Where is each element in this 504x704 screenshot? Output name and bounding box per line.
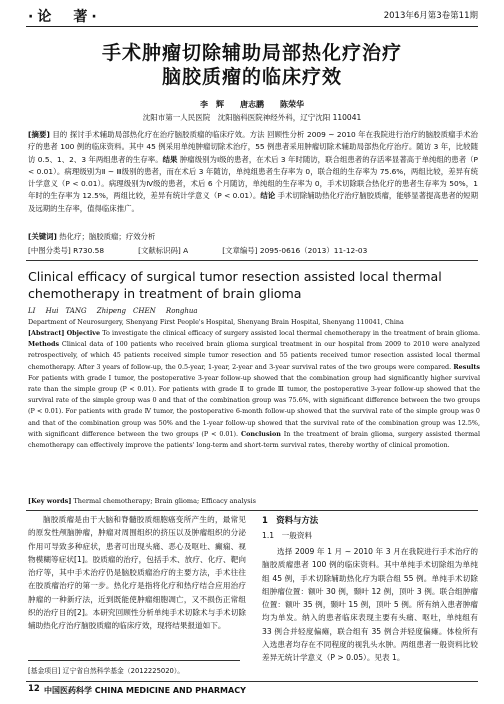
journal-name: 中国医药科学 CHINA MEDICINE AND PHARMACY: [44, 686, 246, 695]
funding-note: [基金项目] 辽宁省自然科学基金（2012225020）。: [28, 667, 185, 675]
section-label: ·论 著·: [28, 9, 101, 25]
abstract-rule: [26, 260, 478, 261]
keywords-en: [28, 497, 256, 505]
conclusion-text: In the treatment of brain glioma, surgery assisted thermal chemotherapy can effectively improve the patients' long-term and short-term survival rates, thereby worthy of clinical promotion.: [28, 429, 480, 450]
methods-label: Methods: [28, 340, 60, 349]
abstract-cn-part1: 目的 探讨手术辅助局部热化疗在治疗脑胶质瘤的临床疗效。方法 回顾性分析 2009 ~ 2010 年在我院进行治疗的脑胶质瘤手术治疗的患者 100 例的临床资料。其中 45 例采用单纯肿瘤切除术治疗，55 例患者采用肿瘤切除术辅助局部热化疗治疗。随访 3 年，比较随访 0.5、1、2、3 年两组患者的生存率。: [28, 130, 478, 164]
keywords-cn-label: [关键词]: [28, 232, 57, 241]
title-cn-line2: 脑胶质瘤的临床疗效: [161, 66, 342, 88]
page-number: 12: [28, 684, 40, 694]
body-general-data: 选择 2009 年 1 月 ~ 2010 年 3 月在我院进行手术治疗的脑胶质瘤患者 100 例的临床资料。其中单纯手术切除组为单纯组 45 例，手术切除辅助热化疗为联合组 55 例。单纯手术切除组肿瘤位置：额叶 30 例，颞叶 12 例，顶叶 3 例。联合组肿瘤位置：额叶 35 例，颞叶 15 例，顶叶 5 例。所有纳入患者肿瘤均为单发。纳入的患者临床表现主要有头痛、呕吐，单纯组有 33 例合并轻度偏瘫，联合组有 35 例合并轻度偏瘫。体检所有入选患者均存在不同程度的视乳头水肿。两组患者一般资料比较差异无统计学意义（P > 0.05）。见表 1。: [262, 547, 478, 663]
affiliation-en: Department of Neurosurgery, Shenyang First People's Hospital, Shenyang Brain Hospital, Shenyang 110041, China: [28, 318, 404, 326]
article-id: [文章编号] 2095-0616（2013）11-12-03: [222, 246, 368, 255]
abstract-cn-part2: 肿瘤级别为Ⅰ级的患者，在术后 3 年时随访，联合组患者的存活率显著高于单纯组的患者（P < 0.01）。病理级别为Ⅱ ~ Ⅲ级别的患者，而在术后 3 年随访，单纯组患者生存率为 0，联合组的生存率为 75.6%，两组比较，差异有统计学意义（P < 0.01）。病理级别为Ⅳ级的患者，术后 6 个月随访，单纯组的生存率为 0，手术切除联合热化疗的患者生存率为 50%，1 年时的生存率为 12.5%，两组比较，差异有统计学意义（P < 0.01）。: [28, 154, 478, 201]
results-text: For patients with grade Ⅰ tumor, the postoperative 3-year follow-up showed that the combination group had significantly higher survival rate than the simple group (P < 0.01). For patients with grade Ⅱ to grade Ⅲ tumor, the postoperative 3-year follow-up showed that the survival rate of the simple group was 0 and that of the combination group was 75.6%, with significant difference between the two groups (P < 0.01). For patients with grade Ⅳ tumor, the postoperative 6-month follow-up showed that the survival rate of the simple group was 0 and that of the combination group was 50% and the 1-year follow-up showed that the survival rate of the combination group was 12.5%, with significant difference between the two groups (P < 0.01).: [28, 373, 480, 438]
abstract-cn-conclusion-label: 结论: [260, 191, 276, 201]
clc-number: [中图分类号] R730.58: [28, 246, 105, 255]
keywords-cn-text: 热化疗；脑胶质瘤；疗效分析: [56, 232, 156, 241]
subsection-heading: 1.1 一般资料: [262, 531, 313, 540]
abstract-en: [28, 328, 480, 451]
keywords-en-text: Thermal chemotherapy; Brain glioma; Efficacy analysis: [71, 497, 256, 505]
objective-label: Objective: [66, 329, 101, 337]
conclusion-label: Conclusion: [240, 429, 281, 438]
keywords-cn: [28, 231, 478, 242]
methods-text: Clinical data of 100 patients who received brain glioma surgical treatment in our hospital from 2009 to 2010 were analyzed retrospectively, of which 45 patients received simple tumor resection and 55 patients received tumor resection assisted local thermal chemotherapy. After 3 years of follow-up, the 0.5-year, 1-year, 2-year and 3-year survival rates of the two groups were compared.: [28, 340, 480, 371]
document-code: [文献标识码] A: [138, 246, 189, 255]
issue-info: 2013年6月第3卷第11期: [383, 11, 478, 21]
body-intro: 脑胶质瘤是由于大脑和脊髓胶质细胞癌变所产生的，最常见的原发性颅脑肿瘤，肿瘤对周围组织的挤压以及肿瘤组织的分泌作用可导致多种症状，患者可出现头痛、恶心及呕吐、癫痫、视物模糊等症状[1]。胶质瘤的治疗，包括手术、放疗、化疗、靶向治疗等，其中手术治疗仍是脑胶质瘤治疗的主要方法，手术往往在胶质瘤治疗的第一步。热化疗是指将化疗和热疗结合应用治疗肿瘤的一种新疗法，近到既能使肿瘤细胞凋亡，又不损伤正常组织的治疗目的[2]。本研究回顾性分析单纯手术切除术与手术切除辅助热化疗治疗脑胶质瘤的临床疗效，现将结果报道如下。: [28, 515, 246, 631]
authors-en: LI Hui TANG Zhipeng CHEN Ronghua: [28, 307, 198, 315]
title-cn-line1: 手术肿瘤切除辅助局部热化疗治疗: [101, 42, 402, 64]
affiliation-cn: 沈阳市第一人民医院 沈阳脑科医院神经外科，辽宁沈阳 110041: [142, 113, 362, 122]
abstract-cn-result-label: 结果: [162, 154, 178, 164]
results-label: Results: [453, 362, 480, 371]
classification-row: [28, 245, 478, 256]
header-rule: [26, 26, 478, 27]
abstract-cn: [28, 129, 478, 215]
abstract-cn-label: [摘要]: [28, 130, 50, 139]
keywords-en-label: [Key words]: [28, 497, 72, 505]
body-rule: [26, 510, 478, 511]
footnote-rule: [28, 660, 240, 661]
section-heading: 1 资料与方法: [262, 515, 319, 525]
title-en: Clinical efficacy of surgical tumor resection assisted local thermal chemotherapy in treatment of brain glioma: [28, 269, 442, 301]
authors-cn: 李 辉 唐志鹏 陈荣华: [200, 100, 304, 109]
abstract-en-label: [Abstract]: [28, 329, 65, 337]
footer-rule: [26, 681, 478, 682]
objective-text: To investigate the clinical efficacy of surgery assisted local thermal chemotherapy in the treatment of brain glioma.: [100, 329, 480, 337]
abstract-cn-part3: 手术切除辅助热化疗治疗脑胶质瘤，能够显著提高患者的短期及远期的生存率，值得临床推广。: [28, 191, 478, 213]
